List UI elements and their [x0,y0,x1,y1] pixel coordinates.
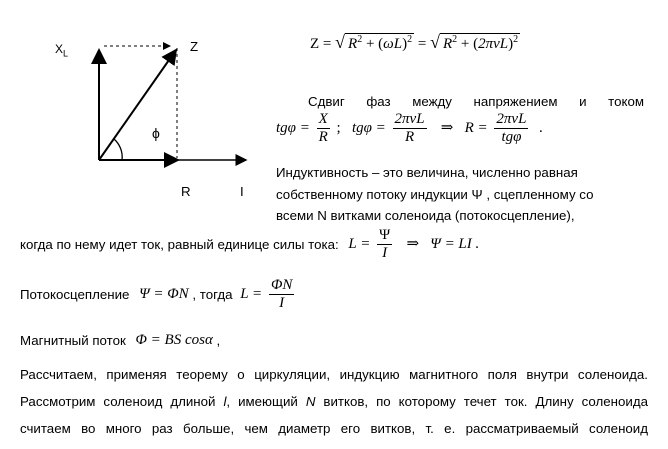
label-phi: ϕ [152,125,160,141]
vector-diagram [0,0,270,200]
magnetic-flux-line: Магнитный поток Φ = BS cosα , [20,332,221,348]
paragraph-line-2: Рассмотрим соленоид длиной l, имеющий N витков, по которому течет ток. Длину соленоида [20,394,648,409]
formula-impedance: Z = √ $R^2 + (\omega L)^2$ = √ $R^2 + (2\pi\nu L)^2$ [310,32,519,52]
paragraph-line-1: Рассчитаем, применяя теорему о циркуляции, индукцию магнитного поля внутри соленоида. [20,367,648,382]
label-i: I [240,184,244,199]
phi-angle-arc [114,139,122,160]
label-z: Z [190,39,199,54]
label-r: R [181,184,191,199]
inductance-line-1: Индуктивность – это величина, численно равная [276,165,578,180]
inductance-line-3: всеми N витками соленоида (потокосцепление), [276,208,575,223]
inductance-line-2: собственному потоку индукции Ψ , сцепленному со [276,187,594,202]
flux-linkage-line: Потокосцепление Ψ = ΦN , тогда L = $\frac{\Phi N}{I}$ [20,277,293,311]
label-xl: $X_L$ [55,42,69,59]
z-vector-arrow [99,50,176,160]
formula-tg: tgφ = $\frac{X}{R}$ ; tgφ = $\frac{\text{2πνL}}{R}$ ⇒ R = $\frac{\text{2πνL}}{\text{tgφ}}$ . [276,111,543,145]
paragraph-line-3: считаем во много раз больше, чем диаметр его витков, т. е. рассматриваемый соленоид [20,421,648,436]
phase-shift-text: Сдвиг фаз между напряжением и током [308,94,644,109]
current-line: когда по нему идет ток, равный единице силы тока: L = $\frac{\Psi}{I}$ ⇒ Ψ = LI . [20,227,480,261]
